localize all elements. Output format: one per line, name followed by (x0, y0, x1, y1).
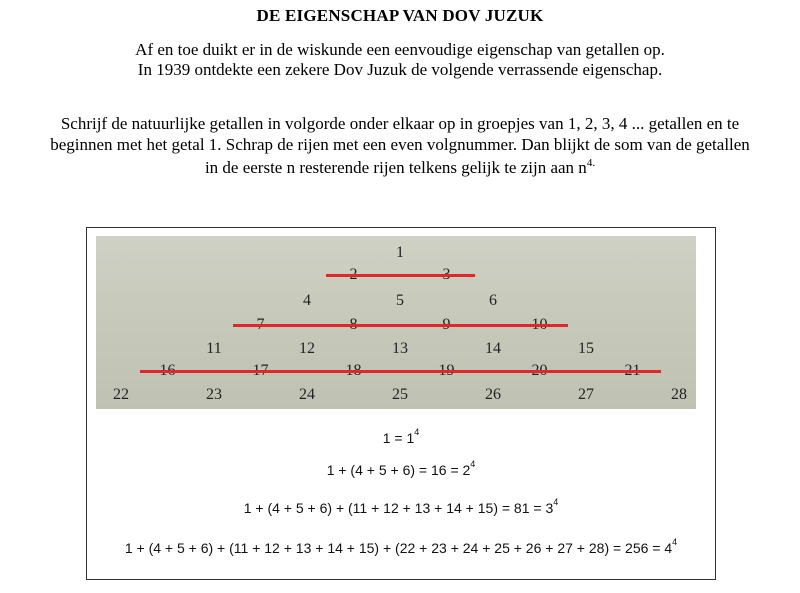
equation-exponent: 4 (672, 537, 678, 547)
description-line-3-text: in de eerste n resterende rijen telkens gelijk te zijn aan n (204, 158, 587, 177)
number-triangle-photo (96, 236, 696, 409)
description-line-2: beginnen met het getal 1. Schrap de rijen met een even volgnummer. Dan blijkt de som van de getallen (50, 135, 750, 154)
triangle-number: 11 (206, 340, 222, 357)
equation-exponent: 4 (553, 497, 559, 507)
triangle-number: 6 (489, 292, 497, 309)
equation-line (86, 459, 716, 478)
triangle-number: 1 (396, 244, 404, 261)
row-strike-line (233, 324, 568, 327)
triangle-number: 5 (396, 292, 404, 309)
triangle-number: 24 (299, 386, 315, 403)
intro-line-2: In 1939 ontdekte een zekere Dov Juzuk de volgende verrassende eigenschap. (137, 60, 663, 79)
description-paragraph (0, 113, 800, 178)
equation-line (86, 537, 716, 556)
equation-text: 1 = 1 (382, 430, 415, 446)
triangle-number: 25 (392, 386, 408, 403)
equation-line (86, 427, 716, 446)
equation-text: 1 + (4 + 5 + 6) + (11 + 12 + 13 + 14 + 15) = 81 = 3 (243, 500, 554, 516)
description-line-3-exponent: 4. (586, 157, 596, 169)
triangle-number: 23 (206, 386, 222, 403)
triangle-number: 22 (113, 386, 129, 403)
equation-exponent: 4 (414, 427, 420, 437)
triangle-number: 14 (485, 340, 501, 357)
triangle-number: 13 (392, 340, 408, 357)
equation-exponent: 4 (470, 459, 476, 469)
description-line-3 (0, 157, 800, 178)
triangle-number: 12 (299, 340, 315, 357)
description-line-1: Schrijf de natuurlijke getallen in volgorde onder elkaar op in groepjes van 1, 2, 3, 4 ... getallen en te (60, 114, 740, 133)
triangle-number: 27 (578, 386, 594, 403)
intro-line-1: Af en toe duikt er in de wiskunde een eenvoudige eigenschap van getallen op. (135, 40, 665, 59)
triangle-number: 26 (485, 386, 501, 403)
equation-line (86, 497, 716, 516)
triangle-number: 28 (671, 386, 687, 403)
equation-text: 1 + (4 + 5 + 6) + (11 + 12 + 13 + 14 + 15) + (22 + 23 + 24 + 25 + 26 + 27 + 28) = 256 = 4 (124, 540, 673, 556)
row-strike-line (326, 274, 475, 277)
row-strike-line (140, 370, 661, 373)
triangle-number: 4 (303, 292, 311, 309)
page-title: DE EIGENSCHAP VAN DOV JUZUK (256, 6, 544, 25)
equation-text: 1 + (4 + 5 + 6) = 16 = 2 (326, 462, 471, 478)
intro-paragraph (0, 40, 800, 80)
triangle-number: 15 (578, 340, 594, 357)
